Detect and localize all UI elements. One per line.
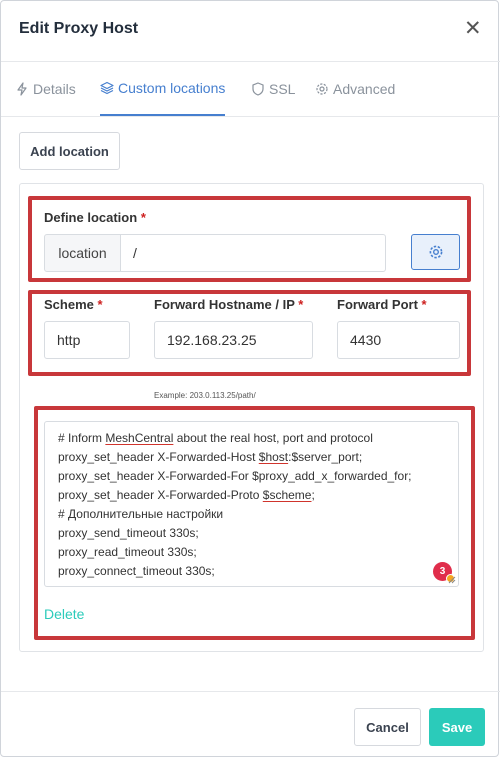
annotation-box-define-location — [28, 196, 471, 282]
hostname-hint: Example: 203.0.113.25/path/ — [154, 391, 256, 400]
misspelled-word: MeshCentral — [105, 431, 174, 445]
footer-divider — [1, 691, 500, 692]
config-line: proxy_set_header X-Forwarded-Proto $scheme; — [58, 488, 315, 502]
config-line: proxy_set_header X-Forwarded-For $proxy_add_x_forwarded_for; — [58, 469, 412, 483]
forward-port-input[interactable]: 4430 — [337, 321, 460, 359]
config-line: # Дополнительные настройки — [58, 507, 224, 521]
location-path-input[interactable]: / — [120, 234, 386, 272]
scheme-label-text: Scheme — [44, 297, 94, 312]
tab-custom-locations-label: Custom locations — [118, 80, 226, 96]
tab-details[interactable] — [15, 62, 76, 116]
tab-advanced[interactable] — [315, 62, 395, 116]
tab-details-label: Details — [33, 81, 76, 97]
modal-title: Edit Proxy Host — [19, 20, 139, 37]
config-line: proxy_connect_timeout 330s; — [58, 564, 215, 578]
required-mark: * — [97, 297, 103, 312]
tab-bar — [1, 62, 500, 117]
layers-icon — [100, 81, 114, 95]
misspelled-word: $scheme — [262, 488, 312, 502]
required-mark: * — [140, 210, 146, 225]
config-line: proxy_set_header X-Forwarded-Host $host:$server_port; — [58, 450, 363, 464]
lightning-icon — [15, 82, 29, 96]
hostname-label-text: Forward Hostname / IP — [154, 297, 295, 312]
define-location-text: Define location — [44, 210, 138, 225]
location-addon: location — [44, 234, 121, 272]
shield-icon — [251, 82, 265, 96]
config-line: proxy_read_timeout 330s; — [58, 545, 197, 559]
grammar-badge[interactable]: 3 — [433, 562, 452, 581]
gear-icon — [315, 82, 329, 96]
annotation-box-forward — [28, 290, 471, 376]
port-label-text: Forward Port — [337, 297, 418, 312]
save-button[interactable]: Save — [429, 708, 485, 746]
tab-custom-locations[interactable] — [100, 62, 225, 116]
misspelled-word: $host — [258, 450, 289, 464]
tab-ssl-label: SSL — [269, 81, 296, 97]
config-line: # Inform MeshCentral about the real host, port and protocol — [58, 431, 373, 445]
required-mark: * — [421, 297, 427, 312]
required-mark: * — [298, 297, 304, 312]
close-icon[interactable]: ✕ — [464, 17, 482, 40]
scheme-input[interactable]: http — [44, 321, 130, 359]
delete-location-link[interactable]: Delete — [44, 606, 85, 622]
annotation-box-config — [34, 406, 475, 640]
modal-header — [1, 1, 500, 62]
cancel-button[interactable]: Cancel — [354, 708, 421, 746]
tab-advanced-label: Advanced — [333, 81, 396, 97]
add-location-button[interactable]: Add location — [19, 132, 120, 170]
forward-hostname-input[interactable]: 192.168.23.25 — [154, 321, 313, 359]
config-line: proxy_send_timeout 330s; — [58, 526, 199, 540]
tab-ssl[interactable] — [251, 62, 295, 116]
